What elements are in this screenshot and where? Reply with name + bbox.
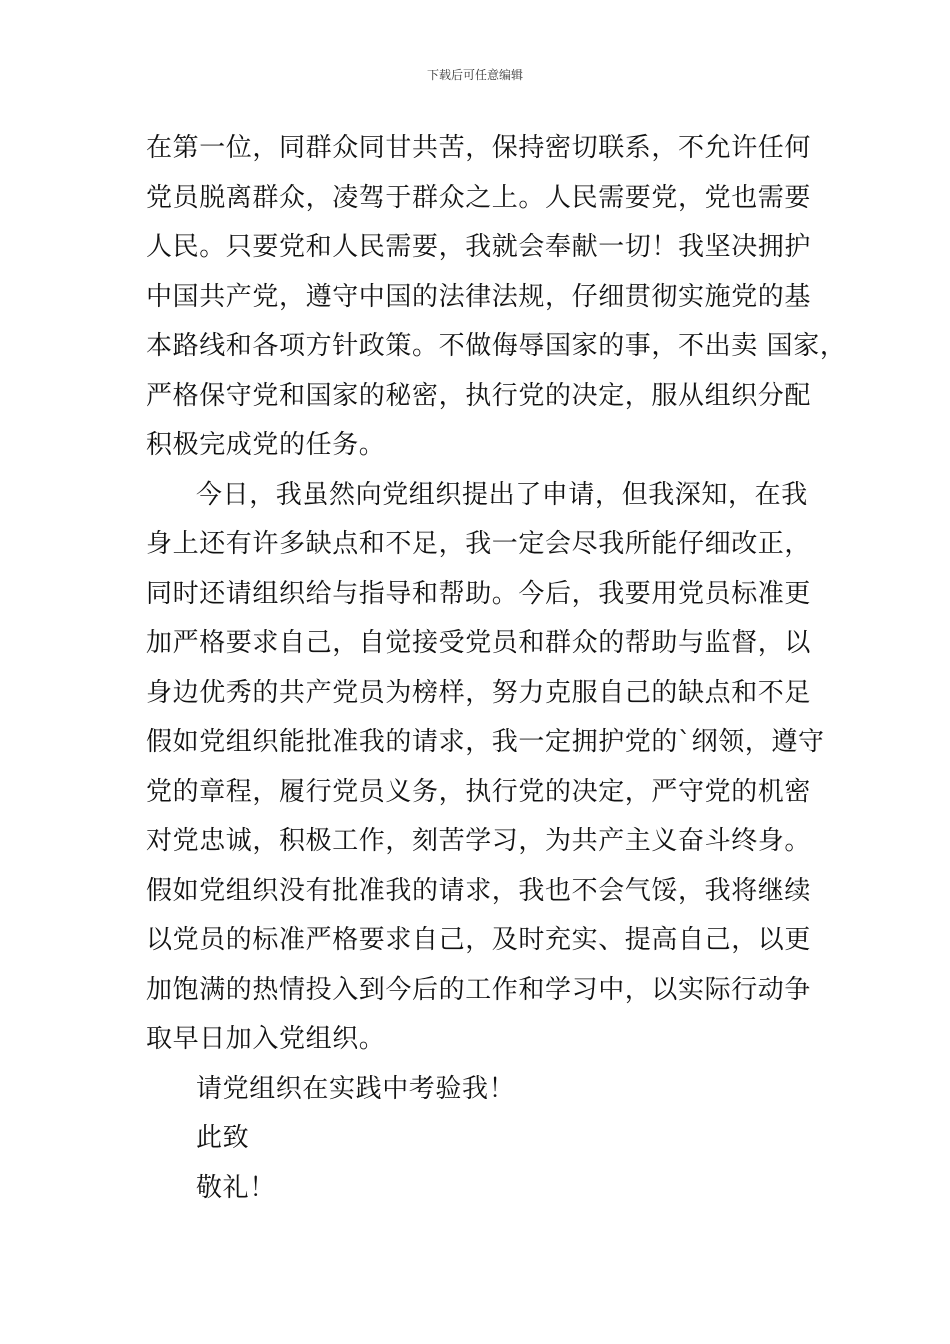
text-line: 身上还有许多缺点和不足，我一定会尽我所能仔细改正， (146, 529, 812, 559)
text-line: 身边优秀的共产党员为榜样，努力克服自己的缺点和不足 (146, 677, 812, 708)
header-note: 下载后可任意编辑 (426, 68, 523, 82)
text-line: 人民。只要党和人民需要，我就会奉献一切！我坚决拥护 (146, 232, 812, 262)
closing-request: 请党组织在实践中考验我！ (196, 1073, 516, 1104)
text-line: 党员脱离群众，凌驾于群众之上。人民需要党，党也需要 (146, 182, 812, 213)
text-line: 对党忠诚，积极工作，刻苦学习，为共产主义奋斗终身。 (146, 826, 812, 856)
text-line: 中国共产党，遵守中国的法律法规，仔细贯彻实施党的基 (146, 281, 812, 312)
text-line: 加严格要求自己，自觉接受党员和群众的帮助与监督，以 (146, 628, 812, 658)
text-line: 积极完成党的任务。 (146, 430, 386, 460)
document-body (146, 124, 847, 1213)
text-line: 取早日加入党组织。 (146, 1024, 386, 1054)
closing-salutation: 此致 (196, 1123, 250, 1153)
closing-regards: 敬礼！ (196, 1172, 276, 1203)
text-line: 严格保守党和国家的秘密，执行党的决定，服从组织分配 (146, 380, 812, 411)
text-line: 同时还请组织给与指导和帮助。今后，我要用党员标准更 (146, 578, 812, 609)
text-line: 以党员的标准严格要求自己，及时充实、提高自己，以更 (146, 925, 812, 955)
text-line: 加饱满的热情投入到今后的工作和学习中，以实际行动争 (146, 974, 812, 1005)
text-line: 本路线和各项方针政策。不做侮辱国家的事，不出卖 国家， (146, 331, 847, 361)
text-line: 在第一位，同群众同甘共苦，保持密切联系，不允许任何 (146, 133, 812, 163)
text-line: 假如党组织没有批准我的请求，我也不会气馁，我将继续 (146, 875, 812, 906)
text-line: 假如党组织能批准我的请求，我一定拥护党的`纲领，遵守 (146, 727, 825, 757)
text-line: 党的章程，履行党员义务，执行党的决定，严守党的机密 (146, 776, 812, 807)
paragraph-first-line: 今日，我虽然向党组织提出了申请，但我深知，在我 (196, 479, 808, 510)
